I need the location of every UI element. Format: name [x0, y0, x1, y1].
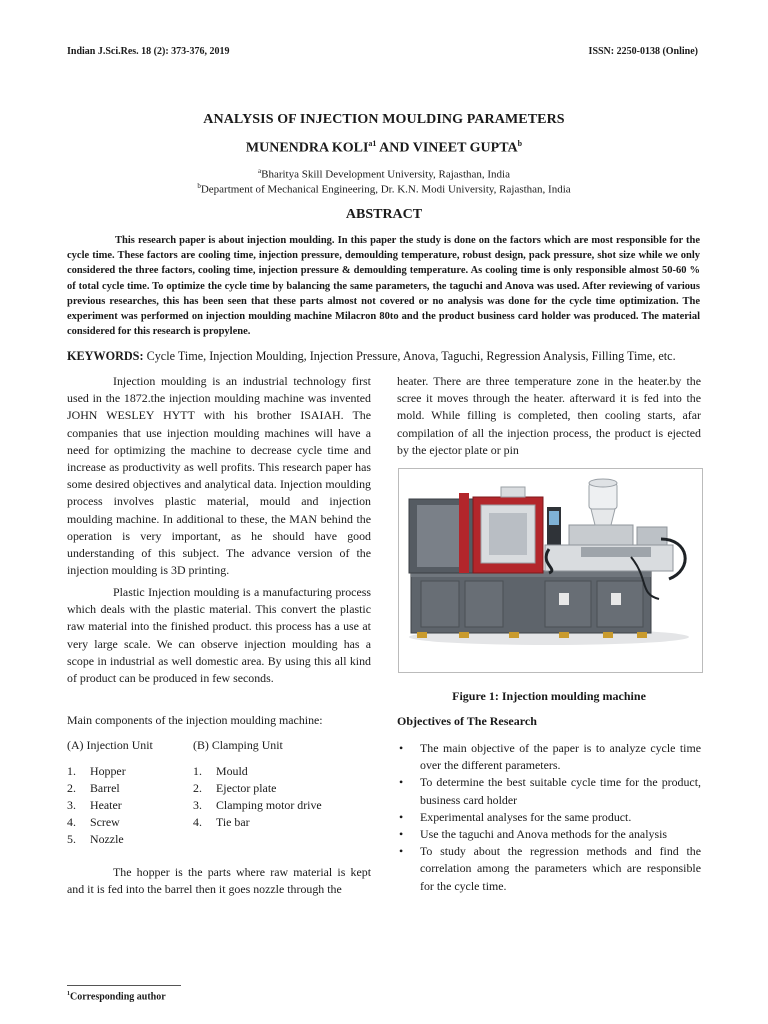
list-item — [193, 814, 353, 831]
keywords-label: KEYWORDS: — [67, 349, 144, 363]
list-item — [193, 763, 353, 780]
footnote — [67, 991, 166, 1002]
injection-machine-illustration — [399, 469, 702, 672]
journal-citation: Indian J.Sci.Res. 18 (2): 373-376, 2019 — [67, 46, 230, 57]
affiliation-a-text: Bharitya Skill Development University, Rajasthan, India — [261, 168, 510, 181]
abstract-body: This research paper is about injection moulding. In this paper the study is done on the factors which are most responsible for the cycle time. These factors are cooling time, injection pressure, demoulding temperature, robust design, pack pressure, shot size while we only considered the three factors, cooling time, injection pressure & demoulding temperature. As cooling time is only responsible almost 50-60 % of total cycle time. To optimize the cycle time by balancing the same parameters, the taguchi and Anova was used. After reviewing of various previous researches, this has been seen that these parts almost not covered or no analysis was done for the cycle time optimization. The experiment was performed on injection moulding machine Milacron 80to and the product business card holder was produced. The material considered for this research is propylene. — [67, 235, 700, 338]
list-number: 4. — [67, 815, 76, 829]
keywords-text: Cycle Time, Injection Moulding, Injection Pressure, Anova, Taguchi, Regression Analysis, Filling Time, etc. — [143, 349, 676, 363]
bullet-icon: • — [399, 827, 404, 842]
issn-label: ISSN: 2250-0138 (Online) — [588, 46, 698, 57]
abstract-heading: ABSTRACT — [345, 207, 423, 222]
affiliation-b-sup: b — [197, 182, 201, 190]
list-label: Nozzle — [90, 832, 124, 846]
list-item — [67, 780, 187, 797]
list-label: Barrel — [90, 781, 120, 795]
list-number: 2. — [67, 781, 76, 795]
clamping-unit-list — [193, 763, 353, 831]
list-item — [397, 826, 701, 843]
list-label: Clamping motor drive — [216, 798, 322, 812]
intro-paragraph-1: Injection moulding is an industrial technology first used in the 1872.the injection moulding machine was invented JOHN WESLEY HYTT with his brother ISAIAH. The companies that use injection moulding machines will have a need for optimizing the machine to decrease cycle time and increase as productivity as well profits. This research paper has some desired objectives and analytical data. Injection moulding process involves plastic material, mould and injection moulding machine. In additional to these, the MAN behind the operation is very important, as he should have good understanding of this subject. The advance version of the injection moulding is 3D printing. — [67, 374, 371, 578]
author-2-sup: b — [517, 139, 523, 148]
objective-text: Experimental analyses for the same product. — [420, 809, 632, 824]
main-components-label: Main components of the injection moulding machine: — [67, 713, 323, 727]
list-item — [397, 809, 701, 826]
affiliation-a — [0, 167, 768, 181]
hopper-paragraph: The hopper is the parts where raw material is kept and it is fed into the barrel then it goes nozzle through the — [67, 865, 371, 897]
author-1-sup: a1 — [368, 139, 377, 148]
injection-unit-title: (A) Injection Unit — [67, 738, 153, 752]
objective-text: To determine the best suitable cycle time for the product, business card holder — [420, 775, 701, 807]
intro-paragraph-2: Plastic Injection moulding is a manufacturing process which deals with the plastic material. This convert the plastic raw material into the finished product. this process has a use at very large scale. We can observe injection moulding has a scope in industrial as well domestic area. By using this all kind of product can be produced in few seconds. — [67, 585, 371, 686]
heater-paragraph: heater. There are three temperature zone in the heater.by the scree it moves through the heater. afterward it is fed into the mold. While filling is completed, then cooling starts, afar compilation of all the injection process, the product is ejected by the ejector plate or pin — [397, 374, 701, 457]
list-number: 3. — [193, 798, 202, 812]
author-joiner: AND — [376, 140, 413, 156]
list-item — [67, 814, 187, 831]
list-number: 2. — [193, 781, 202, 795]
bullet-icon: • — [399, 844, 404, 859]
list-item — [397, 740, 701, 774]
list-number: 5. — [67, 832, 76, 846]
author-line — [0, 139, 768, 157]
objective-text: To study about the regression methods and find the correlation among the parameters which are responsible for the cycle time. — [420, 844, 701, 893]
list-number: 4. — [193, 815, 202, 829]
list-item — [193, 797, 353, 814]
affiliation-b — [0, 182, 768, 196]
list-number: 3. — [67, 798, 76, 812]
bullet-icon: • — [399, 775, 404, 790]
list-item — [67, 763, 187, 780]
objective-text: The main objective of the paper is to analyze cycle time over the different parameters. — [420, 741, 701, 773]
list-label: Hopper — [90, 764, 126, 778]
objective-text: Use the taguchi and Anova methods for the analysis — [420, 827, 668, 842]
author-2: VINEET GUPTA — [412, 140, 518, 156]
footnote-divider — [67, 985, 181, 986]
list-item — [397, 843, 701, 895]
clamping-unit-title: (B) Clamping Unit — [193, 738, 283, 752]
list-label: Heater — [90, 798, 122, 812]
list-number: 1. — [193, 764, 202, 778]
footnote-text: Corresponding author — [70, 991, 166, 1003]
list-label: Tie bar — [216, 815, 250, 829]
list-item — [397, 774, 701, 808]
figure-caption: Figure 1: Injection moulding machine — [452, 689, 646, 703]
affiliation-b-text: Department of Mechanical Engineering, Dr. K.N. Modi University, Rajasthan, India — [200, 183, 571, 196]
list-item — [67, 797, 187, 814]
list-label: Ejector plate — [216, 781, 277, 795]
list-item — [193, 780, 353, 797]
list-label: Mould — [216, 764, 248, 778]
bullet-icon: • — [399, 741, 404, 755]
list-number: 1. — [67, 764, 76, 778]
bullet-icon: • — [399, 809, 404, 824]
injection-unit-list — [67, 763, 187, 848]
footnote-sup: 1 — [67, 991, 70, 997]
objectives-heading: Objectives of The Research — [397, 714, 537, 728]
paper-title: ANALYSIS OF INJECTION MOULDING PARAMETERS — [203, 112, 565, 127]
list-label: Screw — [90, 815, 120, 829]
injection-machine-figure — [398, 468, 703, 673]
author-1: MUNENDRA KOLI — [245, 140, 369, 156]
list-item — [67, 831, 187, 848]
affiliation-a-sup: a — [258, 167, 262, 175]
keywords-line — [67, 349, 707, 364]
objectives-list — [397, 740, 701, 895]
